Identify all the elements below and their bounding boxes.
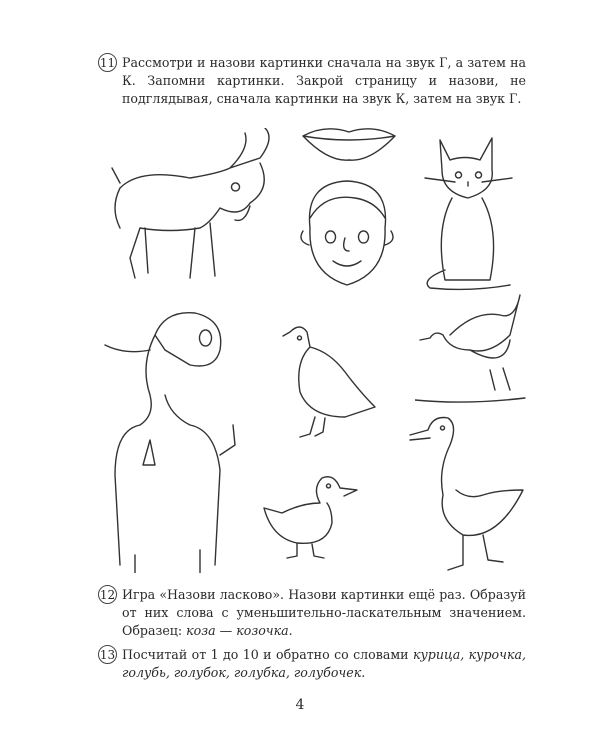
lips-picture — [300, 124, 398, 164]
task-text — [98, 586, 526, 640]
task-instruction: Посчитай от 1 до 10 и обратно со словами — [122, 647, 413, 662]
goat-picture — [100, 128, 275, 293]
task-13 — [98, 646, 526, 682]
task-instruction: Игра «Назови ласково». Назови картинки ещё раз. Образуй от них слова с уменьшительно-ласкательным значением. Образец: — [122, 587, 526, 638]
task-number-badge: 13 — [98, 645, 117, 664]
page-number: 4 — [295, 697, 305, 713]
task-example: коза — козочка. — [186, 623, 293, 638]
goose-picture — [408, 410, 526, 575]
task-text: Рассмотри и назови картинки сначала на звук Г, а затем на К. Запомни картинки. Закрой страницу и назови, не подглядывая, сначала картинки на звук К, затем на звук Г. — [122, 55, 526, 106]
hen-picture — [415, 290, 527, 412]
boy-face-picture — [295, 173, 400, 291]
task-number-badge: 12 — [98, 585, 117, 604]
task-text — [98, 646, 526, 682]
pigeon-picture — [275, 322, 380, 442]
task-number-badge: 11 — [98, 53, 117, 72]
cat-picture — [420, 130, 515, 292]
task-12 — [98, 586, 526, 640]
cow-picture — [95, 305, 263, 573]
task-11 — [98, 54, 526, 108]
task-words: курица, курочка, голубь, голубок, голубка, голубочек. — [122, 647, 526, 680]
duckling-picture — [262, 468, 362, 563]
